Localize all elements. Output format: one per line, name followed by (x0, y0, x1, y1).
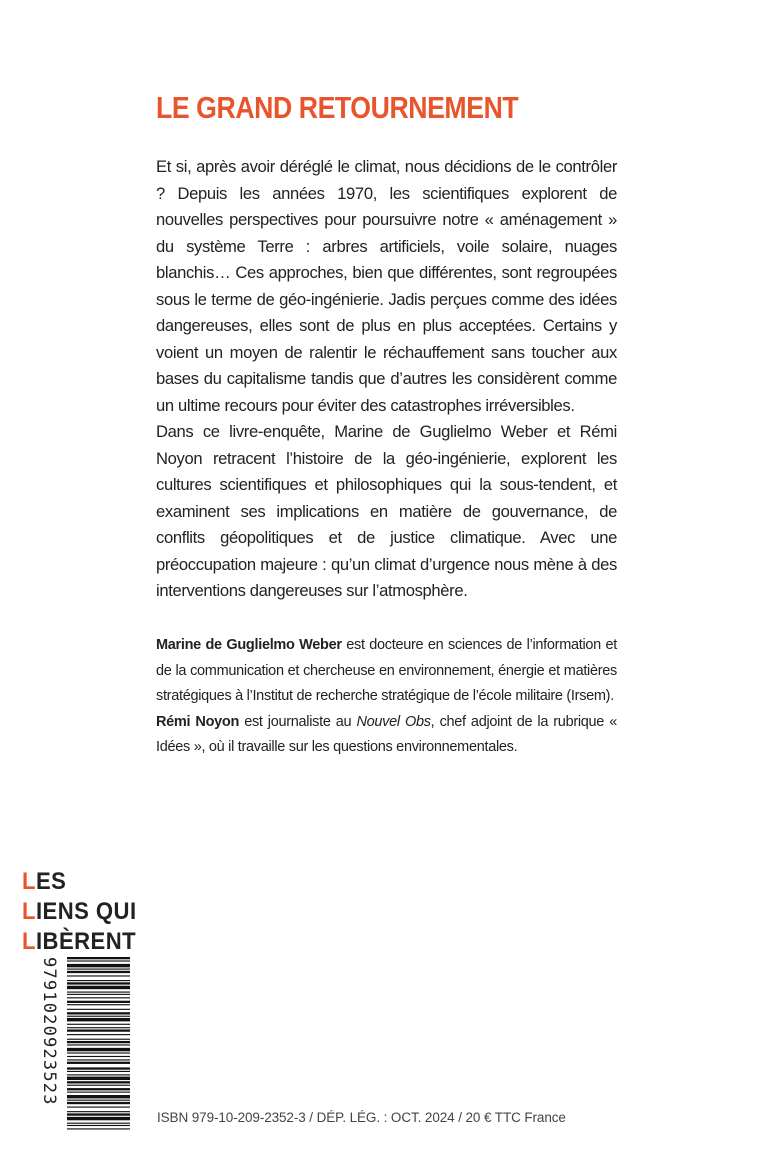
barcode-bar (67, 1081, 130, 1083)
barcode-bar (67, 1092, 130, 1093)
author-1-bio: est docteure en sciences de l’information et de la communication et chercheuse en environnement, énergie et matières stratégiques à l’Institut de recherche stratégique de l’école militaire (Irsem). (156, 637, 617, 704)
logo-text-1: ES (35, 868, 67, 895)
barcode-bar (67, 1100, 130, 1101)
barcode-bar (67, 1052, 130, 1053)
barcode-digits: 9791020923523 (39, 957, 59, 1106)
barcode-bar (67, 994, 130, 995)
author-bios (156, 633, 617, 761)
blurb-paragraph-1: Et si, après avoir déréglé le climat, nous décidions de le contrôler ? Depuis les années 1970, les scientifiques explorent de nouvelles perspectives pour poursuivre notre « aménagement » du système Terre : arbres artificiels, voile solaire, nuages blanchis… Ces approches, bien que différentes, sont regroupées sous le terme de géo-ingénierie. Jadis perçues comme des idées dangereuses, elles sont de plus en plus acceptées. Certains y voient un moyen de ralentir le réchauffement sans toucher aux bases du capitalisme tandis que d’autres les considèrent comme un ultime recours pour éviter des catastrophes irréversibles. (156, 157, 617, 415)
logo-initial-2: L (22, 898, 36, 925)
author-2-publication: Nouvel Obs (356, 713, 431, 730)
barcode (37, 957, 130, 1130)
barcode-bar (67, 1085, 130, 1086)
barcode-bar (67, 1027, 130, 1028)
barcode-bar (67, 1074, 130, 1075)
barcode-bars (67, 957, 130, 1130)
barcode-bar (67, 1062, 130, 1064)
barcode-bar (67, 1034, 130, 1035)
book-title: LE GRAND RETOURNEMENT (156, 90, 519, 125)
barcode-bar (67, 975, 130, 976)
barcode-bar (67, 1056, 130, 1057)
barcode-bar (67, 1088, 130, 1090)
barcode-bar (67, 1048, 130, 1051)
barcode-bar (67, 1024, 130, 1025)
logo-text-3: IBÈRENT (35, 928, 137, 955)
logo-initial-1: L (22, 868, 36, 895)
blurb-paragraph-2: Dans ce livre-enquête, Marine de Guglielmo Weber et Rémi Noyon retracent l’histoire de la géo-ingénierie, explorent les cultures scientifiques et philosophiques qui la sous-tendent, et examinent ses implications en matière de gouvernance, de conflits géopolitiques et de justice climatique. Avec une préoccupation majeure : qu’un climat d’urgence nous mène à des interventions dangereuses sur l’atmosphère. (156, 422, 617, 600)
barcode-bar (67, 957, 130, 959)
barcode-bar (67, 1071, 130, 1072)
logo-text-2: IENS QUI (35, 898, 137, 925)
barcode-bar (67, 1077, 130, 1080)
barcode-bar (67, 1125, 130, 1126)
logo-line-2 (22, 897, 137, 927)
barcode-bar (67, 1041, 130, 1043)
author-2-bio-start: est journaliste au (239, 713, 357, 730)
barcode-bar (67, 1095, 130, 1098)
barcode-bar (67, 1009, 130, 1010)
publisher-logo (22, 867, 137, 957)
barcode-bar (67, 1128, 130, 1129)
logo-initial-3: L (22, 928, 36, 955)
barcode-bar (67, 1102, 130, 1104)
barcode-bar (67, 1059, 130, 1060)
logo-line-1 (22, 867, 137, 897)
barcode-bar (67, 1004, 130, 1005)
barcode-bar (67, 1012, 130, 1014)
barcode-bar (67, 1039, 130, 1040)
barcode-bar (67, 1044, 130, 1045)
isbn-line: ISBN 979-10-209-2352-3 / DÉP. LÉG. : OCT. 2024 / 20 € TTC France (157, 1110, 566, 1125)
barcode-bar (67, 1067, 130, 1069)
barcode-bar (67, 1001, 130, 1003)
author-1-name: Marine de Guglielmo Weber (156, 637, 342, 653)
barcode-bar (67, 1111, 130, 1112)
barcode-bar (67, 980, 130, 981)
barcode-bar (67, 960, 130, 961)
barcode-bar (67, 997, 130, 998)
barcode-bar (67, 986, 130, 989)
barcode-bar (67, 971, 130, 973)
barcode-bar (67, 1117, 130, 1120)
barcode-bar (67, 1107, 130, 1108)
author-2-bio-end: , chef adjoint de la rubrique « Idées », où il travaille sur les questions environnementales. (156, 713, 618, 755)
barcode-bar (67, 964, 130, 967)
barcode-bar (67, 1016, 130, 1017)
barcode-bar (67, 1029, 130, 1031)
back-cover-blurb (156, 154, 617, 605)
barcode-bar (67, 992, 130, 993)
logo-line-3 (22, 927, 137, 957)
barcode-bar (67, 982, 130, 984)
barcode-bar (67, 1123, 130, 1124)
barcode-bar (67, 969, 130, 970)
barcode-bar (67, 1113, 130, 1115)
author-2-name: Rémi Noyon (156, 713, 240, 730)
barcode-bar (67, 1018, 130, 1021)
